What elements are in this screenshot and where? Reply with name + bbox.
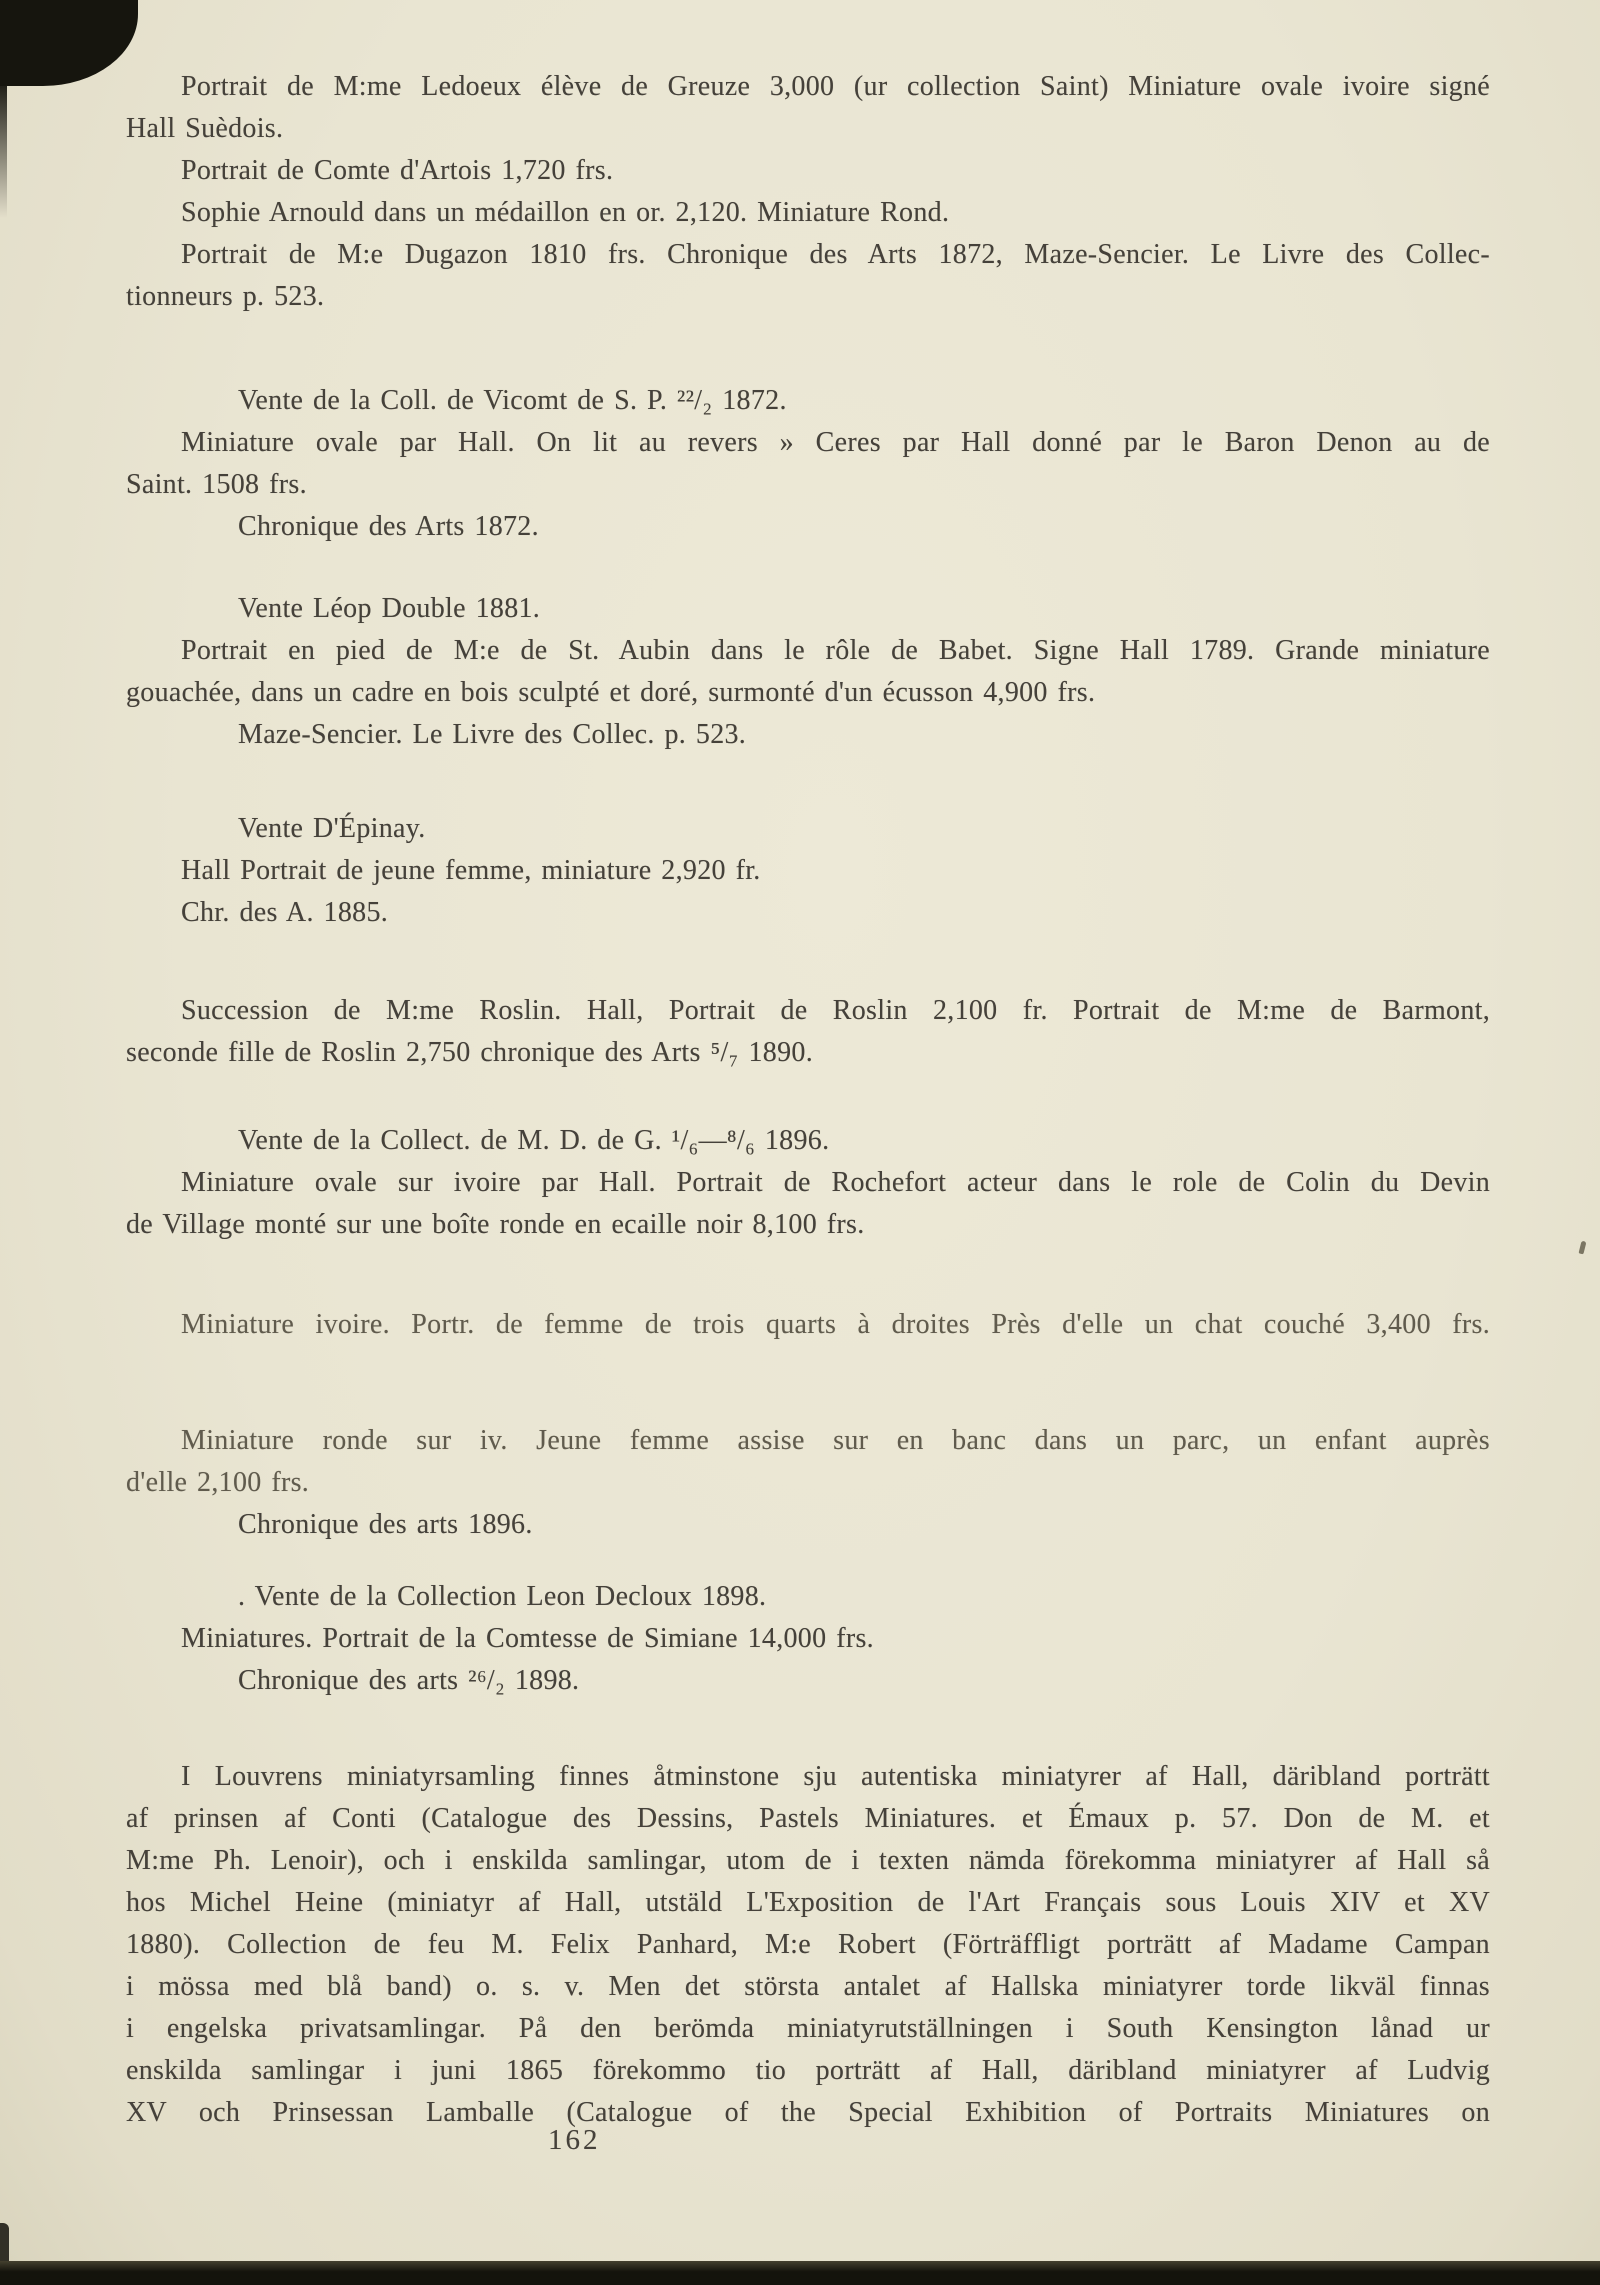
text-line: gouachée, dans un cadre en bois sculpté et doré, surmonté d'un écusson 4,900 frs. xyxy=(126,677,1096,708)
text-line: Portrait de Comte d'Artois 1,720 frs. xyxy=(181,155,614,186)
paragraph-swedish-louvren xyxy=(126,1756,1490,2134)
text-line: M:me Ph. Lenoir), och i enskilda samlingar, utom de i texten nämda förekomma miniatyrer af Hall så xyxy=(126,1845,1490,1876)
reference-line: Chronique des Arts 1872. xyxy=(238,511,539,542)
text-line: Miniatures. Portrait de la Comtesse de Simiane 14,000 frs. xyxy=(181,1623,874,1654)
paragraph-ledoeux-dugazon xyxy=(126,66,1490,318)
text-line: Portrait en pied de M:e de St. Aubin dans le rôle de Babet. Signe Hall 1789. Grande miniature xyxy=(181,635,1490,666)
text-line: Sophie Arnould dans un médaillon en or. 2,120. Miniature Rond. xyxy=(181,197,950,228)
reference-line: Chronique des arts 1896. xyxy=(238,1509,533,1540)
paragraph-succession-roslin xyxy=(126,990,1490,1074)
page-number: 162 xyxy=(548,2124,601,2156)
text-line: Portrait de M:me Ledoeux élève de Greuze 3,000 (ur collection Saint) Miniature ovale ivoire signé xyxy=(181,71,1490,102)
paragraph-miniature-ivoire xyxy=(126,1304,1490,1346)
text-line: XV och Prinsessan Lamballe (Catalogue of the Special Exhibition of Portraits Miniatures on xyxy=(126,2097,1490,2128)
text-line: 1880). Collection de feu M. Felix Panhard, M:e Robert (Förträffligt porträtt af Madame Campan xyxy=(126,1929,1490,1960)
text-line: hos Michel Heine (miniatyr af Hall, utstäld L'Exposition de l'Art Français sous Louis XIV et XV xyxy=(126,1887,1490,1918)
text-line: seconde fille de Roslin 2,750 chronique des Arts ⁵/₇ 1890. xyxy=(126,1037,813,1068)
reference-line: Chr. des A. 1885. xyxy=(181,897,389,928)
text-line: d'elle 2,100 frs. xyxy=(126,1467,310,1498)
text-line: Miniature ovale sur ivoire par Hall. Portrait de Rochefort acteur dans le role de Colin du Devin xyxy=(181,1167,1490,1198)
section-vente-decloux xyxy=(126,1576,1490,1702)
section-vente-leop-double xyxy=(126,588,1490,756)
text-line: Succession de M:me Roslin. Hall, Portrait de Roslin 2,100 fr. Portrait de M:me de Barmont, xyxy=(181,995,1490,1026)
text-line: Portrait de M:e Dugazon 1810 frs. Chronique des Arts 1872, Maze-Sencier. Le Livre des Collec- xyxy=(181,239,1490,270)
text-line: Miniature ronde sur iv. Jeune femme assise sur en banc dans un parc, un enfant auprès xyxy=(181,1425,1490,1456)
sale-heading: Vente de la Collect. de M. D. de G. ¹/₆—⁸/₆ 1896. xyxy=(238,1125,830,1156)
text-line: Saint. 1508 frs. xyxy=(126,469,307,500)
section-vente-collect-mdg xyxy=(126,1120,1490,1246)
paragraph-miniature-ronde xyxy=(126,1420,1490,1546)
section-vente-depinay xyxy=(126,808,1490,934)
text-line: de Village monté sur une boîte ronde en ecaille noir 8,100 frs. xyxy=(126,1209,865,1240)
text-line: af prinsen af Conti (Catalogue des Dessins, Pastels Miniatures. et Émaux p. 57. Don de M. et xyxy=(126,1803,1490,1834)
text-line: I Louvrens miniatyrsamling finnes åtminstone sju autentiska miniatyrer af Hall, däribland porträtt xyxy=(181,1761,1490,1792)
text-line: i engelska privatsamlingar. På den berömda miniatyrutställningen i South Kensington lånad ur xyxy=(126,2013,1490,2044)
scan-edge-bottom-left xyxy=(0,2223,9,2265)
text-line: Hall Portrait de jeune femme, miniature 2,920 fr. xyxy=(181,855,761,886)
text-line: enskilda samlingar i juni 1865 förekommo tio porträtt af Hall, däribland miniatyrer af Ludvig xyxy=(126,2055,1490,2086)
sale-heading: Vente D'Épinay. xyxy=(238,813,426,844)
reference-line: Maze-Sencier. Le Livre des Collec. p. 523. xyxy=(238,719,747,750)
reference-line: Chronique des arts ²⁶/₂ 1898. xyxy=(238,1665,580,1696)
sale-heading: Vente de la Coll. de Vicomt de S. P. ²²/₂ 1872. xyxy=(238,385,787,416)
text-line: Miniature ivoire. Portr. de femme de trois quarts à droites Près d'elle un chat couché 3,400 frs. xyxy=(181,1309,1490,1340)
text-line: tionneurs p. 523. xyxy=(126,281,325,312)
text-line: Hall Suèdois. xyxy=(126,113,284,144)
text-line: i mössa med blå band) o. s. v. Men det största antalet af Hallska miniatyrer torde likväl finnas xyxy=(126,1971,1490,2002)
text-line: Miniature ovale par Hall. On lit au revers » Ceres par Hall donné par le Baron Denon au de xyxy=(181,427,1490,458)
scan-edge-bottom xyxy=(0,2261,1600,2285)
section-vente-vicomt xyxy=(126,380,1490,548)
sale-heading: Vente Léop Double 1881. xyxy=(238,593,541,624)
sale-heading: . Vente de la Collection Leon Decloux 1898. xyxy=(238,1581,767,1612)
